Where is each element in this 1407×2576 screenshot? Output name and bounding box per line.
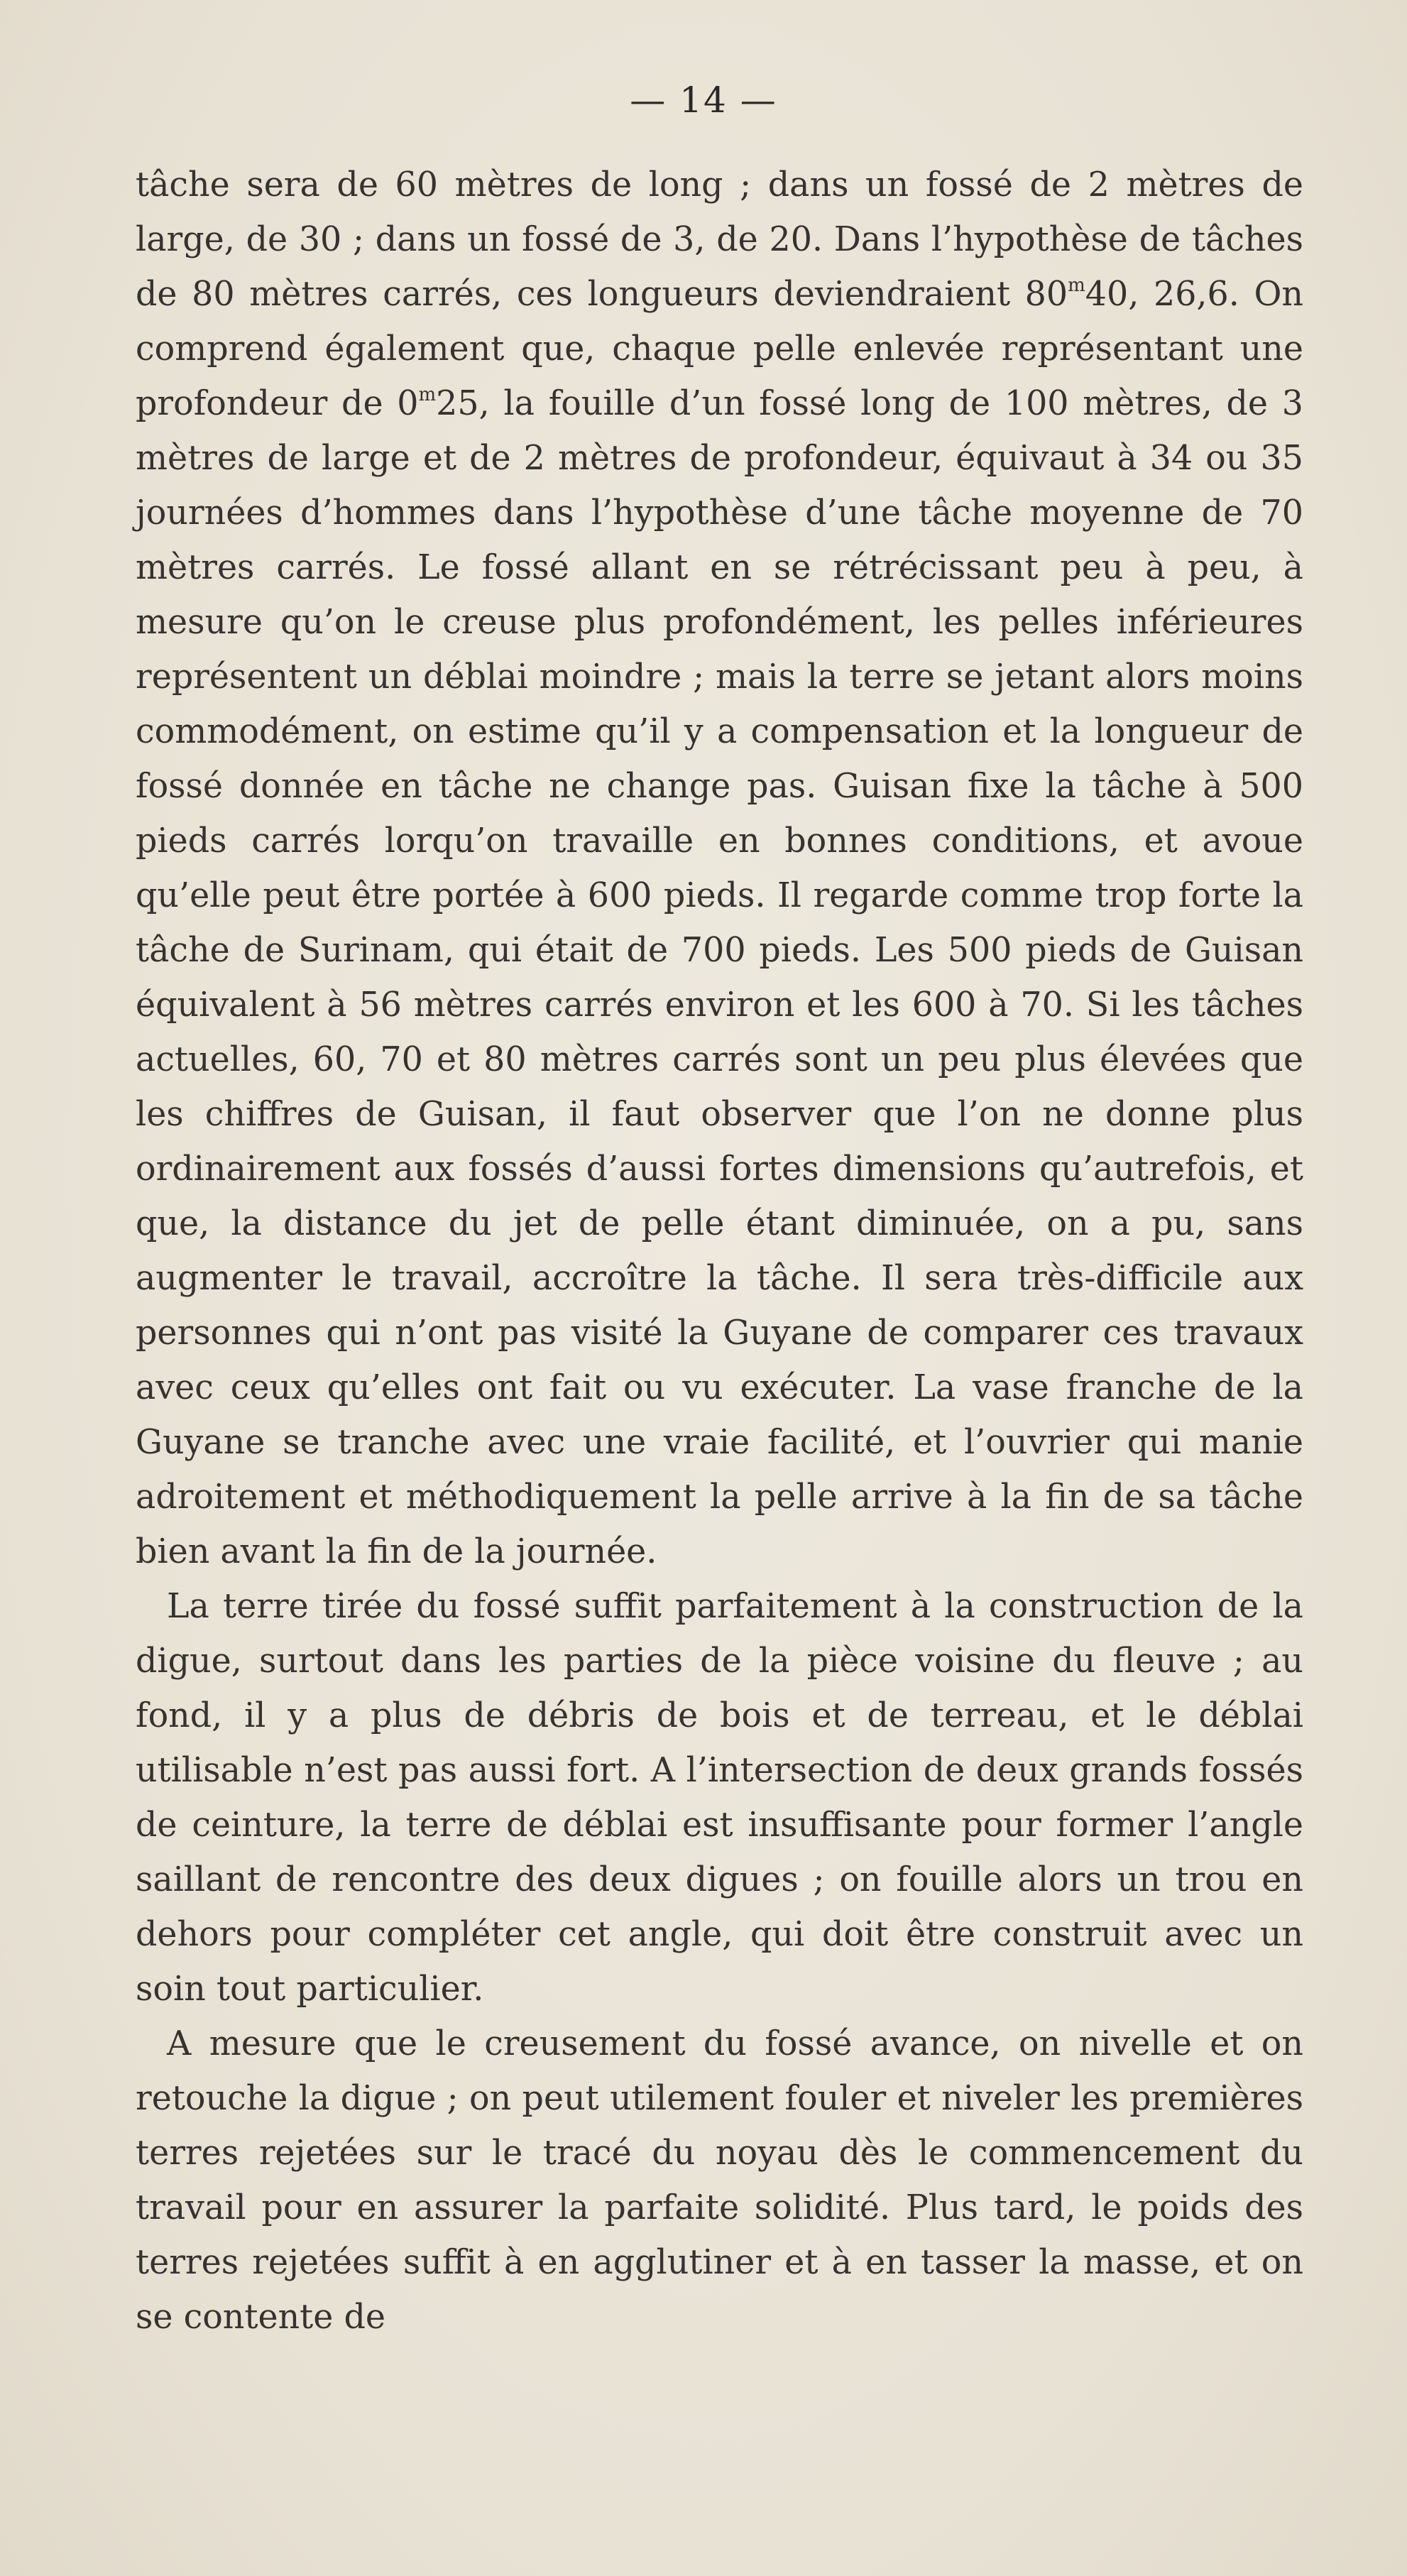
meter-superscript: m bbox=[418, 384, 437, 405]
body-text bbox=[136, 158, 1303, 2345]
paragraph-2: La terre tirée du fossé suffit parfaitement à la construction de la digue, surtout dans les parties de la pièce voisine du fleuve ; au fond, il y a plus de débris de bois et de terreau, et le déblai utilisable n’est pas aussi fort. A l’intersection de deux grands fossés de ceinture, la terre de déblai est insuffisante pour former l’angle saillant de rencontre des deux digues ; on fouille alors un trou en dehors pour compléter cet angle, qui doit être construit avec un soin tout particulier. bbox=[136, 1587, 1303, 2009]
paragraph-1 bbox=[136, 158, 1303, 1579]
page-number: — 14 — bbox=[630, 80, 777, 121]
paragraph-1-text-b: 40, 26,6. On comprend également que, chaque pelle enlevée représentant une profondeur de 0 bbox=[136, 275, 1304, 423]
paragraph-1-text-a: tâche sera de 60 mètres de long ; dans un fossé de 2 mètres de large, de 30 ; dans un fossé de 3, de 20. Dans l’hypothèse de tâches de 80 mètres carrés, ces longueurs deviendraient 80 bbox=[136, 165, 1303, 314]
meter-superscript: m bbox=[1068, 275, 1085, 296]
paragraph-1-text-c: 25, la fouille d’un fossé long de 100 mètres, de 3 mètres de large et de 2 mètres de profondeur, équivaut à 34 ou 35 journées d’hommes dans l’hypothèse d’une tâche moyenne de 70 mètres carrés. Le fossé allant en se rétrécissant peu à peu, à mesure qu’on le creuse plus profondément, les pelles inférieures représentent un déblai moindre ; mais la terre se jetant alors moins commodément, on estime qu’il y a compensation et la longueur de fossé donnée en tâche ne change pas. Guisan fixe la tâche à 500 pieds carrés lorqu’on travaille en bonnes conditions, et avoue qu’elle peut être portée à 600 pieds. Il regarde comme trop forte la tâche de Surinam, qui était de 700 pieds. Les 500 pieds de Guisan équivalent à 56 mètres carrés environ et les 600 à 70. Si les tâches actuelles, 60, 70 et 80 mètres carrés sont un peu plus élevées que les chiffres de Guisan, il faut observer que l’on ne donne plus ordinairement aux fossés d’aussi fortes dimensions qu’autrefois, et que, la distance du jet de pelle étant diminuée, on a pu, sans augmenter le travail, accroître la tâche. Il sera très-difficile aux personnes qui n’ont pas visité la Guyane de comparer ces travaux avec ceux qu’elles ont fait ou vu exécuter. La vase franche de la Guyane se tranche avec une vraie facilité, et l’ouvrier qui manie adroitement et méthodiquement la pelle arrive à la fin de sa tâche bien avant la fin de la journée. bbox=[136, 384, 1304, 1571]
paragraph-3: A mesure que le creusement du fossé avance, on nivelle et on retouche la digue ; on peut utilement fouler et niveler les premières terres rejetées sur le tracé du noyau dès le commencement du travail pour en assurer la parfaite solidité. Plus tard, le poids des terres rejetées suffit à en agglutiner et à en tasser la masse, et on se contente de bbox=[136, 2024, 1303, 2337]
